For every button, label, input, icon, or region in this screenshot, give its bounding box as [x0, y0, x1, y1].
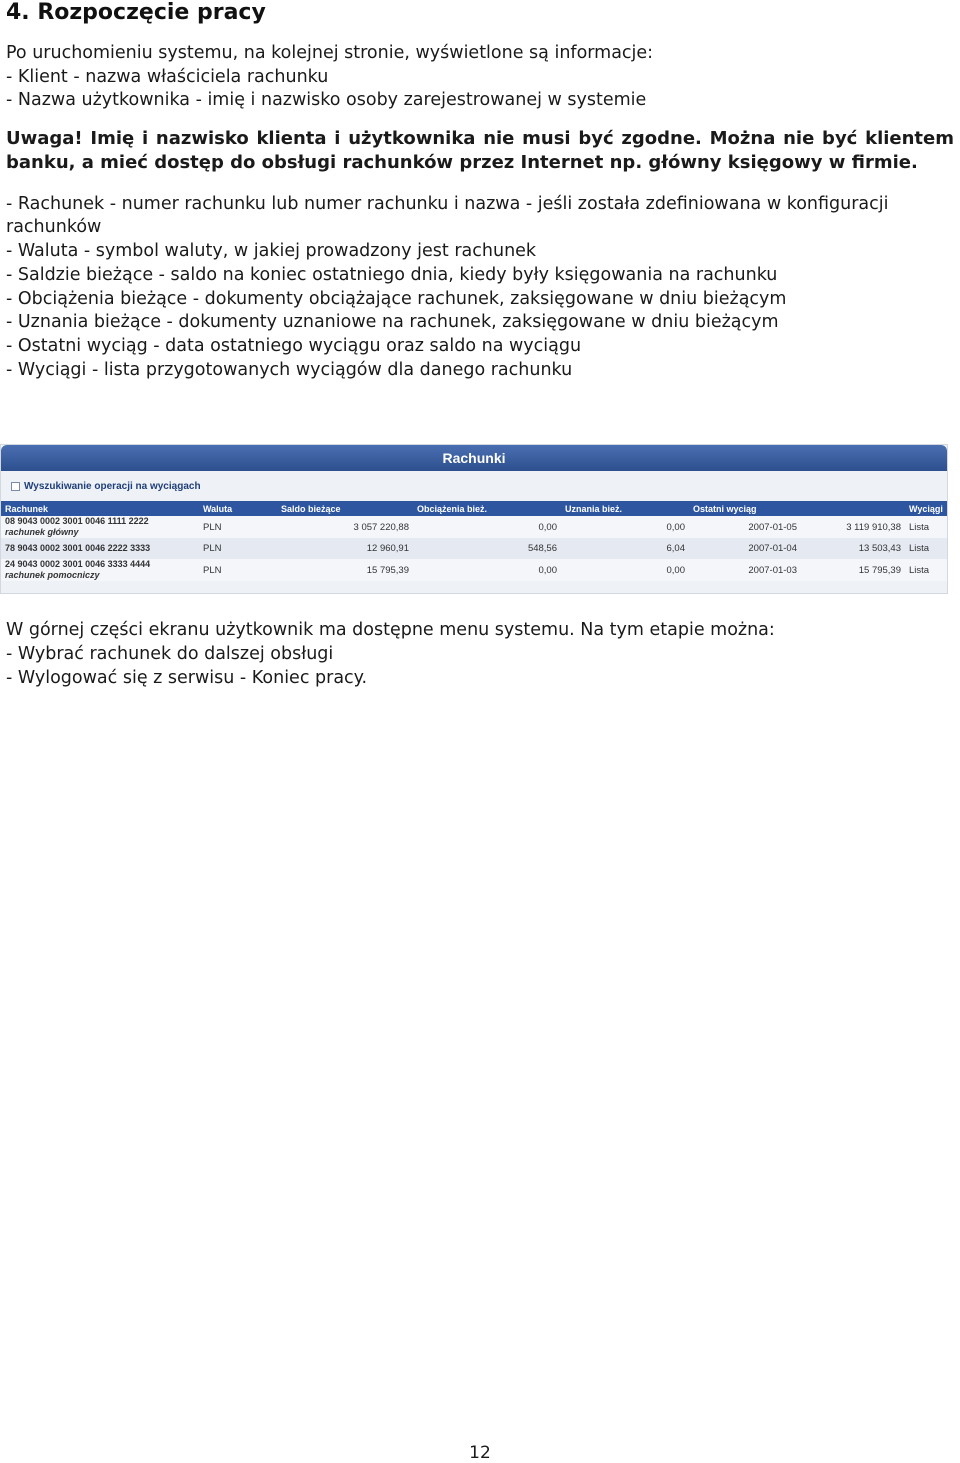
statement-balance-cell: 15 795,39 [801, 559, 905, 581]
currency-cell: PLN [199, 538, 277, 559]
statements-link[interactable]: Lista [905, 559, 947, 581]
account-number: 08 9043 0002 3001 0046 1111 2222 [5, 516, 149, 526]
debits-cell: 548,56 [413, 538, 561, 559]
account-cell[interactable] [1, 559, 199, 581]
accounts-table [1, 501, 947, 581]
accounts-panel-title: Rachunki [1, 445, 947, 471]
credits-cell: 0,00 [561, 559, 689, 581]
intro-line: - Nazwa użytkownika - imię i nazwisko osoby zarejestrowanej w systemie [6, 90, 647, 111]
account-cell[interactable] [1, 538, 199, 559]
credits-cell: 0,00 [561, 516, 689, 538]
credits-cell: 6,04 [561, 538, 689, 559]
table-row[interactable] [1, 516, 947, 538]
balance-cell: 12 960,91 [277, 538, 413, 559]
statement-date-cell: 2007-01-04 [689, 538, 801, 559]
col-last-statement-balance [801, 501, 905, 516]
next-steps-line: - Wylogować się z serwisu - Koniec pracy. [6, 668, 368, 688]
next-steps-block [6, 618, 954, 690]
col-account: Rachunek [1, 501, 199, 516]
definition-item: - Wyciągi - lista przygotowanych wyciągów dla danego rachunku [6, 359, 573, 380]
statements-link[interactable]: Lista [905, 516, 947, 538]
col-balance: Saldo bieżące [277, 501, 413, 516]
next-steps-line: - Wybrać rachunek do dalszej obsługi [6, 644, 334, 664]
definition-item: - Saldzie bieżące - saldo na koniec ostatniego dnia, kiedy były księgowania na rachunku [6, 264, 778, 285]
balance-cell: 15 795,39 [277, 559, 413, 581]
page-number: 12 [469, 1443, 491, 1463]
intro-line: - Klient - nazwa właściciela rachunku [6, 66, 329, 87]
statements-link[interactable]: Lista [905, 538, 947, 559]
col-statements: Wyciągi [905, 501, 947, 516]
table-row[interactable] [1, 559, 947, 581]
table-header-row [1, 501, 947, 516]
account-cell[interactable] [1, 516, 199, 538]
account-number: 78 9043 0002 3001 0046 2222 3333 [5, 543, 151, 553]
definition-item: - Uznania bieżące - dokumenty uznaniowe na rachunek, zaksięgowane w dniu bieżącym [6, 312, 779, 333]
col-currency: Waluta [199, 501, 277, 516]
col-credits: Uznania bież. [561, 501, 689, 516]
currency-cell: PLN [199, 559, 277, 581]
search-operations-link[interactable] [1, 471, 947, 501]
definition-item: - Rachunek - numer rachunku lub numer rachunku i nazwa - jeśli została zdefiniowana w konfiguracji rachunków [6, 193, 889, 238]
intro-block [6, 42, 954, 113]
search-operations-label: Wyszukiwanie operacji na wyciągach [24, 480, 201, 492]
col-debits: Obciążenia bież. [413, 501, 561, 516]
statement-date-cell: 2007-01-05 [689, 516, 801, 538]
definition-item: - Waluta - symbol waluty, w jakiej prowadzony jest rachunek [6, 241, 537, 262]
currency-cell: PLN [199, 516, 277, 538]
intro-line: Po uruchomieniu systemu, na kolejnej stronie, wyświetlone są informacje: [6, 43, 654, 63]
account-name: rachunek pomocniczy [5, 570, 100, 580]
warning-note: Uwaga! Imię i nazwisko klienta i użytkownika nie musi być zgodne. Można nie być klientem banku, a mieć dostęp do obsługi rachunków przez Internet np. główny księgowy w firmie. [6, 127, 954, 173]
checkbox-icon [11, 482, 20, 491]
definition-item: - Ostatni wyciąg - data ostatniego wyciągu oraz saldo na wyciągu [6, 336, 582, 356]
section-heading: 4. Rozpoczęcie pracy [6, 0, 266, 25]
balance-cell: 3 057 220,88 [277, 516, 413, 538]
account-number: 24 9043 0002 3001 0046 3333 4444 [5, 559, 151, 569]
statement-balance-cell: 13 503,43 [801, 538, 905, 559]
definitions-list [6, 193, 954, 383]
statement-balance-cell: 3 119 910,38 [801, 516, 905, 538]
debits-cell: 0,00 [413, 559, 561, 581]
debits-cell: 0,00 [413, 516, 561, 538]
definition-item: - Obciążenia bieżące - dokumenty obciążające rachunek, zaksięgowane w dniu bieżącym [6, 288, 787, 309]
table-row[interactable] [1, 538, 947, 559]
accounts-screenshot [0, 444, 948, 594]
account-name: rachunek główny [5, 527, 79, 537]
statement-date-cell: 2007-01-03 [689, 559, 801, 581]
col-last-statement: Ostatni wyciąg [689, 501, 801, 516]
document-page [6, 0, 954, 382]
next-steps-line: W górnej części ekranu użytkownik ma dostępne menu systemu. Na tym etapie można: [6, 620, 775, 640]
